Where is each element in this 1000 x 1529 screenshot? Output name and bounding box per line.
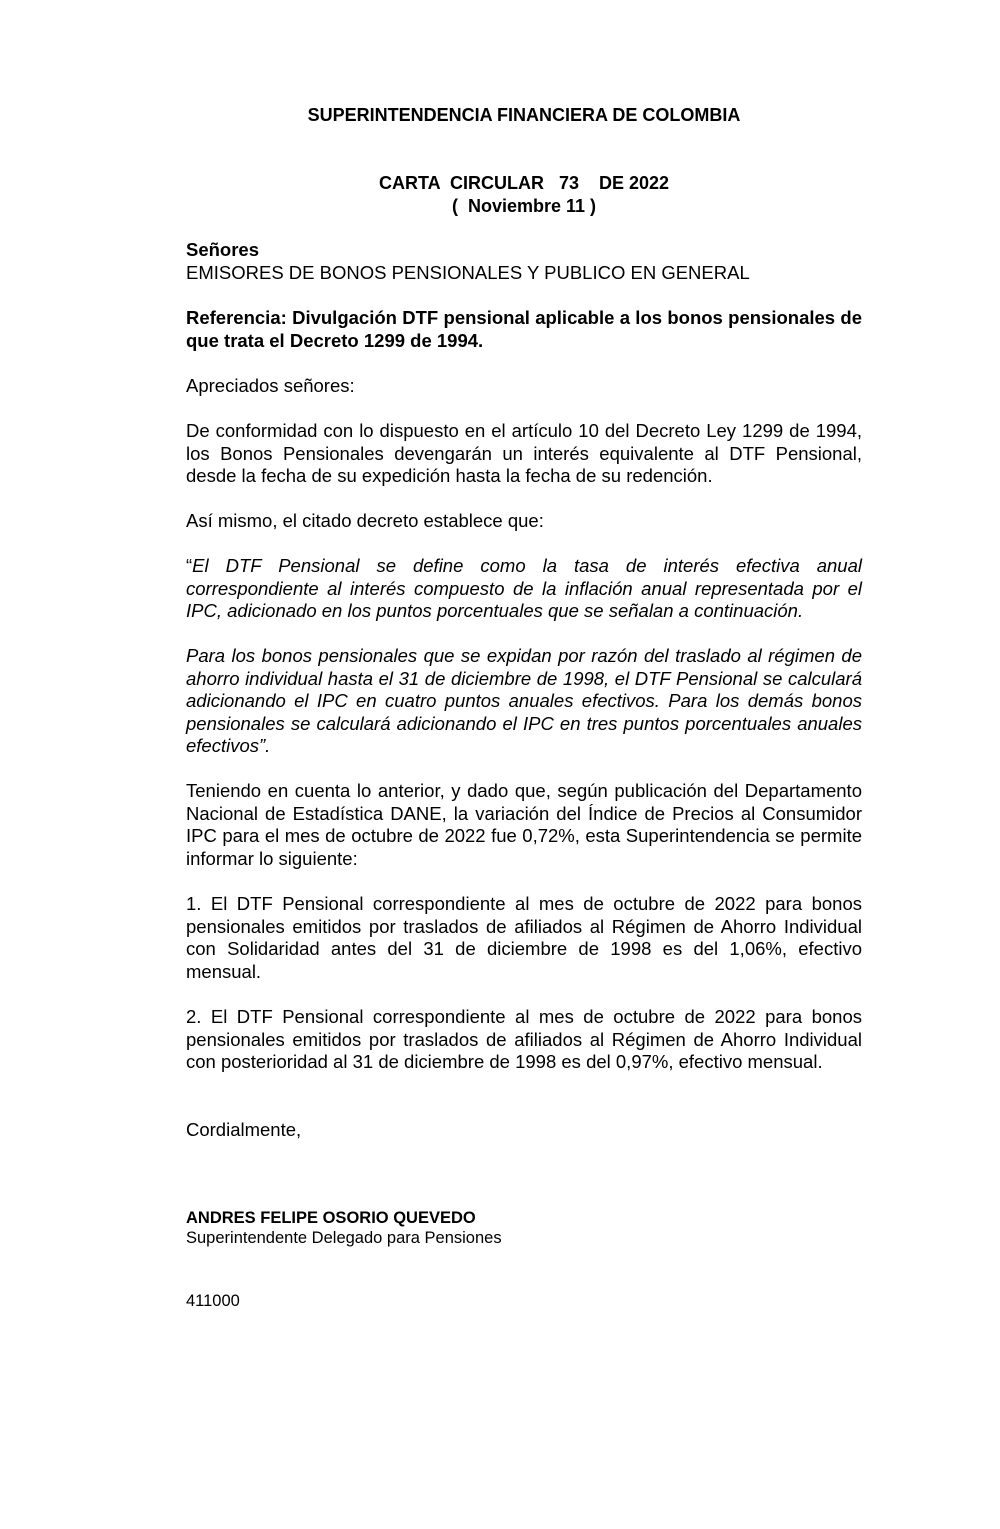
list-item-2: 2. El DTF Pensional correspondiente al mes de octubre de 2022 para bonos pensionales emitidos por traslados de afiliados al Régimen de Ahorro Individual con posterioridad al 31 de diciembre de 1998 es del 0,97%, efectivo mensual. xyxy=(186,1006,862,1073)
quote-text-1: El DTF Pensional se define como la tasa de interés efectiva anual correspondiente al interés compuesto de la inflación anual representada por el IPC, adicionado en los puntos porcentuales que se señalan a continuación. xyxy=(186,555,862,622)
reference-line: Referencia: Divulgación DTF pensional aplicable a los bonos pensionales de que trata el Decreto 1299 de 1994. xyxy=(186,307,862,351)
quote-open-mark: “ xyxy=(186,555,193,576)
paragraph-establishes: Así mismo, el citado decreto establece que: xyxy=(186,510,544,531)
institution-heading: SUPERINTENDENCIA FINANCIERA DE COLOMBIA xyxy=(307,105,741,125)
paragraph-decree: De conformidad con lo dispuesto en el artículo 10 del Decreto Ley 1299 de 1994, los Bonos Pensionales devengarán un interés equivalente al DTF Pensional, desde la fecha de su expedición hasta la fecha de su redención. xyxy=(186,420,862,487)
paragraph-ipc: Teniendo en cuenta lo anterior, y dado que, según publicación del Departamento Nacional de Estadística DANE, la variación del Índice de Precios al Consumidor IPC para el mes de octubre de 2022 fue 0,72%, esta Superintendencia se permite informar lo siguiente: xyxy=(186,780,862,869)
circular-date: ( Noviembre 11 ) xyxy=(451,196,597,216)
signatory-name: ANDRES FELIPE OSORIO QUEVEDO xyxy=(186,1209,476,1227)
list-item-1: 1. El DTF Pensional correspondiente al mes de octubre de 2022 para bonos pensionales emitidos por traslados de afiliados al Régimen de Ahorro Individual con Solidaridad antes del 31 de diciembre de 1998 es del 1,06%, efectivo mensual. xyxy=(186,893,862,982)
circular-title: CARTA CIRCULAR 73 DE 2022 xyxy=(378,173,670,193)
document-code: 411000 xyxy=(186,1292,240,1310)
signatory-title: Superintendente Delegado para Pensiones xyxy=(186,1229,502,1247)
quote-paragraph-1 xyxy=(186,555,862,623)
closing: Cordialmente, xyxy=(186,1119,302,1140)
greeting: Apreciados señores: xyxy=(186,375,355,396)
quote-paragraph-2: Para los bonos pensionales que se expidan por razón del traslado al régimen de ahorro individual hasta el 31 de diciembre de 1998, el DTF Pensional se calculará adicionando el IPC en cuatro puntos anuales efectivos. Para los demás bonos pensionales se calculará adicionando el IPC en tres puntos porcentuales anuales efectivos”. xyxy=(186,645,862,757)
recipients: EMISORES DE BONOS PENSIONALES Y PUBLICO EN GENERAL xyxy=(186,262,750,283)
salutation-label: Señores xyxy=(186,239,260,260)
